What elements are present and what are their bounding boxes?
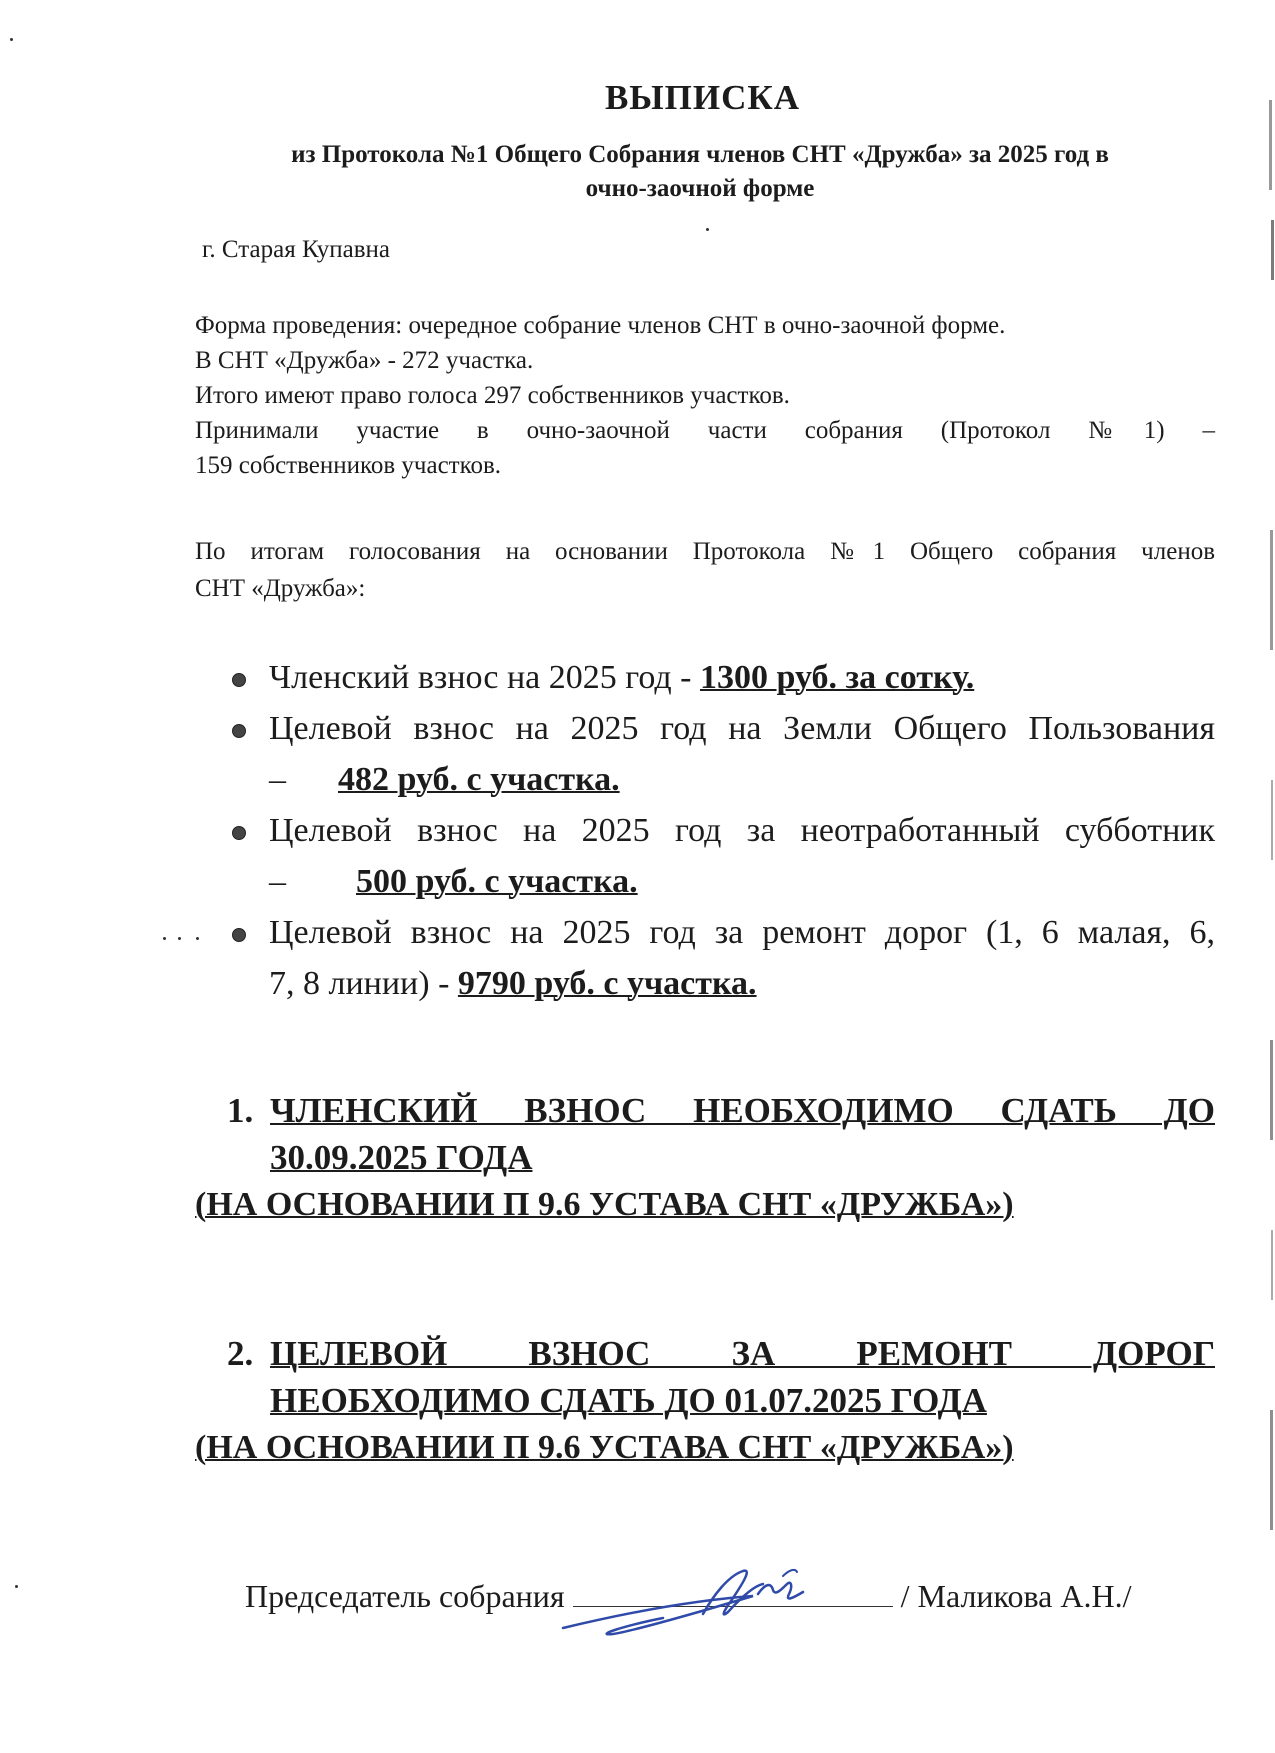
fee-label: Целевой взнос на 2025 год на Земли Общего Пользования — [269, 710, 1215, 747]
document-title: ВЫПИСКА — [604, 78, 801, 117]
scan-edge-noise — [1261, 80, 1275, 1630]
scan-speck — [706, 228, 709, 231]
fee-item-road-repair — [232, 907, 1215, 1009]
fee-item-membership — [232, 652, 1215, 703]
scan-speck — [196, 937, 199, 940]
city: г. Старая Купавна — [202, 236, 391, 263]
fee-amount: 482 руб. с участка. — [338, 761, 620, 798]
deadline-line-3: (НА ОСНОВАНИИ П 9.6 УСТАВА СНТ «ДРУЖБА») — [195, 1429, 1014, 1466]
scan-speck — [10, 38, 13, 41]
deadline-line-2: НЕОБХОДИМО СДАТЬ ДО 01.07.2025 ГОДА — [270, 1381, 987, 1420]
document-subtitle — [200, 138, 1200, 206]
fee-dash: – — [269, 863, 286, 900]
bullet-icon — [232, 826, 246, 840]
meeting-form: Форма проведения: очередное собрание членов СНТ в очно-заочной форме. — [195, 312, 1006, 339]
scan-speck — [163, 937, 166, 940]
deadline-line-1: ЧЛЕНСКИЙ ВЗНОС НЕОБХОДИМО СДАТЬ ДО — [270, 1091, 1215, 1130]
signature-label: Председатель собрания — [245, 1578, 565, 1614]
fee-dash: – — [269, 761, 286, 798]
deadline-line-3: (НА ОСНОВАНИИ П 9.6 УСТАВА СНТ «ДРУЖБА») — [195, 1186, 1014, 1223]
scan-speck — [178, 937, 181, 940]
bullet-icon — [232, 673, 246, 687]
bullet-icon — [232, 724, 246, 738]
fee-amount: 500 руб. с участка. — [356, 863, 638, 900]
fee-amount: 1300 руб. за сотку. — [700, 659, 975, 696]
bullet-icon — [232, 928, 246, 942]
subtitle-line-2: очно-заочной форме — [585, 175, 815, 202]
results-intro — [195, 533, 1215, 607]
results-intro-line-2: СНТ «Дружба»: — [195, 575, 366, 602]
deadline-number: 1. — [227, 1091, 254, 1130]
scan-speck — [15, 1585, 18, 1588]
fee-item-subbotnik — [232, 805, 1215, 907]
signature-block — [245, 1578, 1131, 1615]
subtitle-line-1: из Протокола №1 Общего Собрания членов СНТ «Дружба» за 2025 год в — [291, 141, 1109, 168]
fees-list — [232, 652, 1215, 1009]
signature-line — [573, 1578, 893, 1607]
fee-label: Членский взнос на 2025 год - — [269, 659, 700, 696]
deadline-line-1: ЦЕЛЕВОЙ ВЗНОС ЗА РЕМОНТ ДОРОГ — [270, 1334, 1215, 1373]
deadline-membership — [195, 1087, 1215, 1228]
fee-item-common-land — [232, 703, 1215, 805]
plots-count: В СНТ «Дружба» - 272 участка. — [195, 347, 534, 374]
results-intro-line-1: По итогам голосования на основании Протокола №1 Общего собрания членов — [195, 538, 1215, 565]
meeting-info — [195, 308, 1215, 483]
fee-lines: 7, 8 линии) - — [269, 965, 458, 1002]
deadline-number: 2. — [227, 1334, 254, 1373]
handwritten-signature — [553, 1556, 893, 1646]
chairman-name: / Маликова А.Н./ — [900, 1578, 1132, 1614]
voters-count: Итого имеют право голоса 297 собственников участков. — [195, 382, 790, 409]
deadline-road-repair — [195, 1330, 1215, 1471]
fee-label: Целевой взнос на 2025 год за неотработанный субботник — [269, 812, 1215, 849]
fee-label: Целевой взнос на 2025 год за ремонт дорог (1, 6 малая, 6, — [269, 914, 1215, 951]
deadline-line-2: 30.09.2025 ГОДА — [270, 1138, 533, 1177]
participants-line-1: Принимали участие в очно-заочной части собрания (Протокол №1) – — [195, 417, 1215, 444]
fee-amount: 9790 руб. с участка. — [457, 965, 757, 1002]
participants-line-2: 159 собственников участков. — [195, 452, 502, 479]
